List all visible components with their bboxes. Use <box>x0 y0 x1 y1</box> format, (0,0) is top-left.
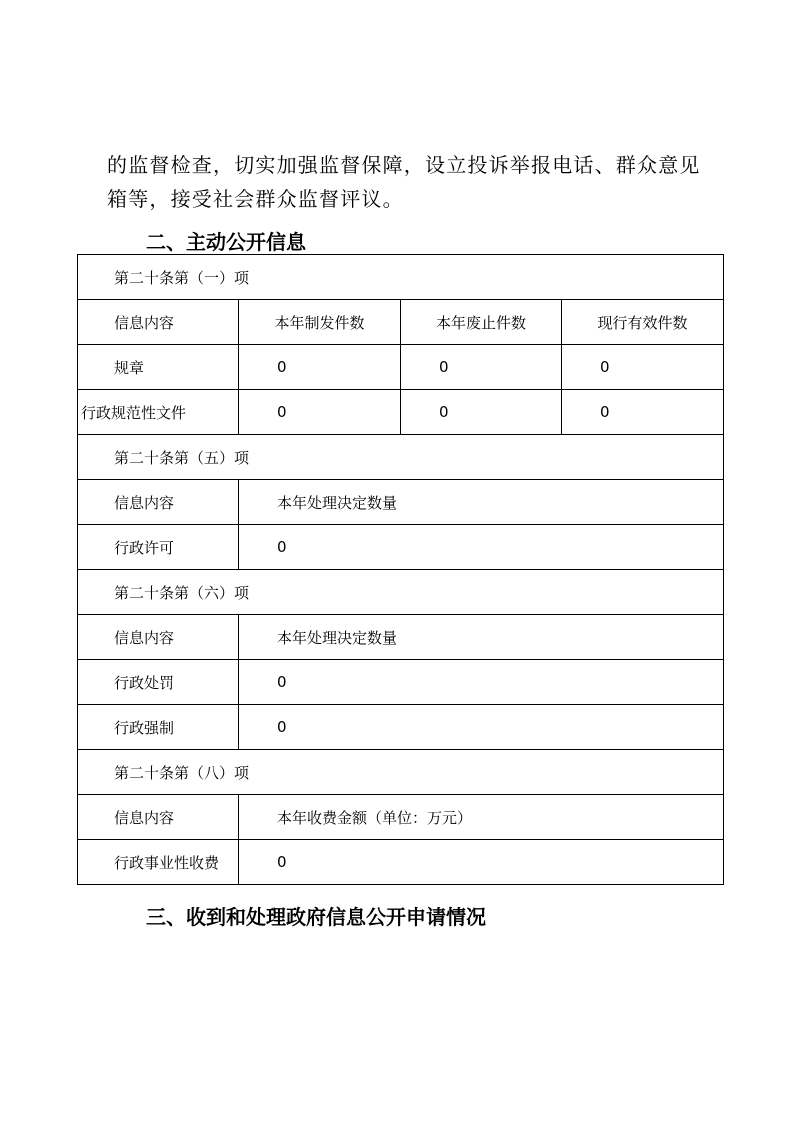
cell-value: 0 <box>239 660 724 705</box>
table-row <box>78 435 724 480</box>
section-title-art8: 第二十条第（八）项 <box>78 750 724 795</box>
header-decision-count: 本年处理决定数量 <box>239 480 724 525</box>
header-info-content: 信息内容 <box>78 795 239 840</box>
row-label: 行政许可 <box>78 525 239 570</box>
table-row <box>78 705 724 750</box>
header-info-content: 信息内容 <box>78 480 239 525</box>
table-row <box>78 570 724 615</box>
table-row <box>78 255 724 300</box>
cell-value: 0 <box>401 345 562 390</box>
table-row <box>78 390 724 435</box>
table-row <box>78 300 724 345</box>
cell-value: 0 <box>239 525 724 570</box>
header-issued-count: 本年制发件数 <box>239 300 401 345</box>
header-repealed-count: 本年废止件数 <box>401 300 562 345</box>
section-title-art6: 第二十条第（六）项 <box>78 570 724 615</box>
cell-value: 0 <box>239 390 401 435</box>
cell-value: 0 <box>562 390 724 435</box>
row-label: 行政强制 <box>78 705 239 750</box>
table-row <box>78 840 724 885</box>
row-label: 行政规范性文件 <box>78 390 239 435</box>
paragraph-line-1: 的监督检查，切实加强监督保障，设立投诉举报电话、群众意见 <box>107 153 701 177</box>
header-fee-amount: 本年收费金额（单位：万元） <box>239 795 724 840</box>
cell-value: 0 <box>401 390 562 435</box>
header-info-content: 信息内容 <box>78 300 239 345</box>
row-label: 行政处罚 <box>78 660 239 705</box>
table-row <box>78 750 724 795</box>
table-row <box>78 480 724 525</box>
paragraph-line-2: 箱等，接受社会群众监督评议。 <box>107 187 404 211</box>
table-row <box>78 345 724 390</box>
cell-value: 0 <box>239 345 401 390</box>
header-info-content: 信息内容 <box>78 615 239 660</box>
row-label: 规章 <box>78 345 239 390</box>
row-label: 行政事业性收费 <box>78 840 239 885</box>
cell-value: 0 <box>239 705 724 750</box>
section-title-art5: 第二十条第（五）项 <box>78 435 724 480</box>
header-valid-count: 现行有效件数 <box>562 300 724 345</box>
table-row <box>78 615 724 660</box>
table-row <box>78 660 724 705</box>
table-row <box>78 795 724 840</box>
intro-paragraph <box>107 148 707 216</box>
table-row <box>78 525 724 570</box>
section-2-title: 二、主动公开信息 <box>146 230 306 254</box>
header-decision-count: 本年处理决定数量 <box>239 615 724 660</box>
disclosure-table <box>77 254 724 885</box>
section-title-art1: 第二十条第（一）项 <box>78 255 724 300</box>
cell-value: 0 <box>239 840 724 885</box>
section-3-title: 三、收到和处理政府信息公开申请情况 <box>146 905 486 929</box>
cell-value: 0 <box>562 345 724 390</box>
